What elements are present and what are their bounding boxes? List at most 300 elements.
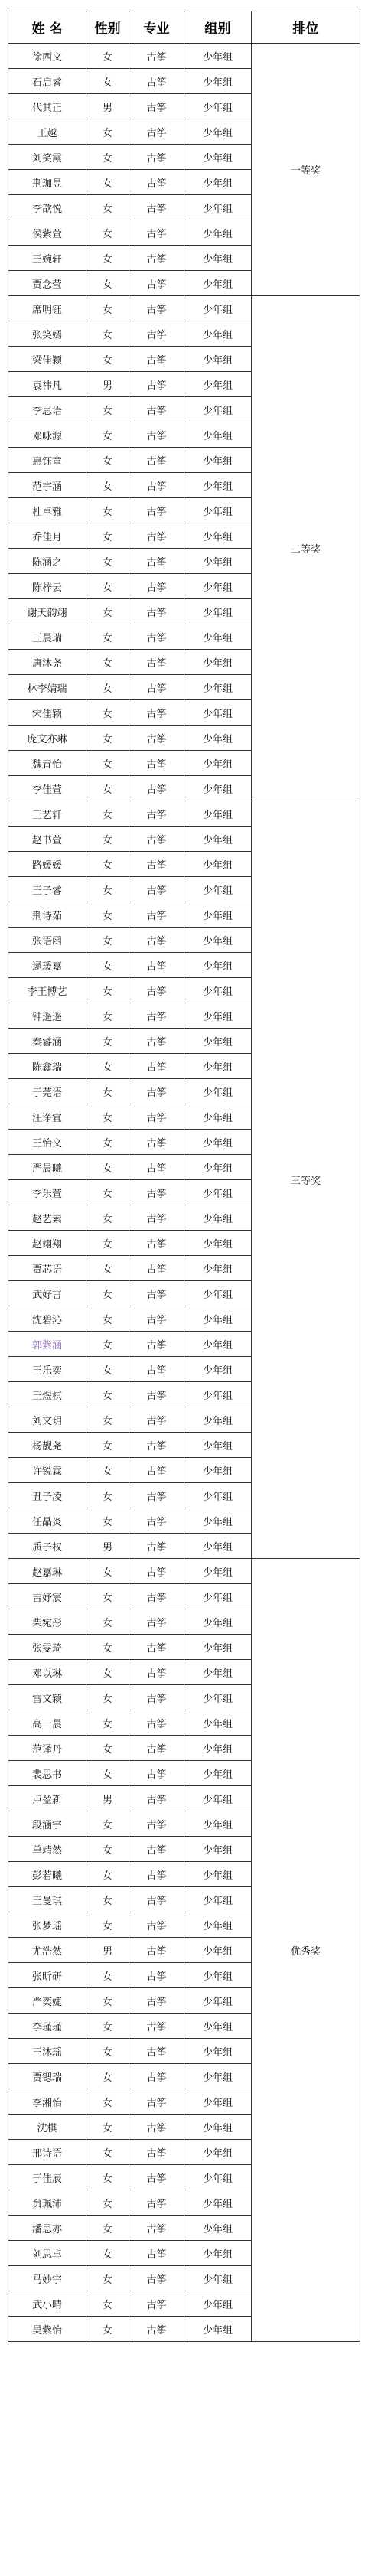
major-cell: 古筝	[129, 1988, 184, 2014]
major-cell: 古筝	[129, 1357, 184, 1382]
name-cell: 汪诤宜	[8, 1104, 86, 1130]
group-cell: 少年组	[184, 246, 252, 271]
major-cell: 古筝	[129, 1811, 184, 1837]
gender-cell: 女	[86, 195, 129, 220]
name-cell: 张雯琦	[8, 1635, 86, 1660]
major-cell: 古筝	[129, 1306, 184, 1332]
group-cell: 少年组	[184, 978, 252, 1003]
name-cell: 邓以琳	[8, 1660, 86, 1685]
gender-cell: 女	[86, 1660, 129, 1685]
gender-cell: 女	[86, 1130, 129, 1155]
group-cell: 少年组	[184, 953, 252, 978]
major-cell: 古筝	[129, 1433, 184, 1458]
name-cell: 吴紫怡	[8, 2317, 86, 2342]
name-cell: 荆诗茹	[8, 902, 86, 928]
group-cell: 少年组	[184, 1332, 252, 1357]
group-cell: 少年组	[184, 94, 252, 119]
name-cell: 张笑嫣	[8, 321, 86, 347]
group-cell: 少年组	[184, 296, 252, 321]
major-cell: 古筝	[129, 650, 184, 675]
group-cell: 少年组	[184, 1736, 252, 1761]
group-cell: 少年组	[184, 675, 252, 700]
gender-cell: 女	[86, 1912, 129, 1938]
gender-cell: 女	[86, 44, 129, 69]
major-cell: 古筝	[129, 1029, 184, 1054]
gender-cell: 女	[86, 2115, 129, 2140]
gender-cell: 女	[86, 1483, 129, 1508]
gender-cell: 女	[86, 1407, 129, 1433]
gender-cell: 女	[86, 1382, 129, 1407]
major-cell: 古筝	[129, 473, 184, 498]
group-cell: 少年组	[184, 2140, 252, 2165]
group-cell: 少年组	[184, 1231, 252, 1256]
gender-cell: 男	[86, 1534, 129, 1559]
major-cell: 古筝	[129, 145, 184, 170]
major-cell: 古筝	[129, 700, 184, 726]
gender-cell: 女	[86, 1862, 129, 1887]
rank-cell: 二等奖	[252, 296, 360, 801]
group-cell: 少年组	[184, 1660, 252, 1685]
gender-cell: 女	[86, 2266, 129, 2291]
name-cell: 贠珮沛	[8, 2190, 86, 2216]
name-cell: 王乐奕	[8, 1357, 86, 1382]
gender-cell: 女	[86, 2089, 129, 2115]
header-group: 组别	[184, 11, 252, 44]
major-cell: 古筝	[129, 246, 184, 271]
name-cell: 陈涵之	[8, 549, 86, 574]
gender-cell: 女	[86, 1104, 129, 1130]
name-cell: 惠钰童	[8, 448, 86, 473]
major-cell: 古筝	[129, 2266, 184, 2291]
name-cell: 李乐萱	[8, 1180, 86, 1205]
group-cell: 少年组	[184, 1534, 252, 1559]
major-cell: 古筝	[129, 1382, 184, 1407]
gender-cell: 女	[86, 1458, 129, 1483]
name-cell: 郭紫涵	[8, 1332, 86, 1357]
major-cell: 古筝	[129, 1786, 184, 1811]
gender-cell: 男	[86, 94, 129, 119]
name-cell: 贾锶瑞	[8, 2064, 86, 2089]
group-cell: 少年组	[184, 220, 252, 246]
name-cell: 严晨曦	[8, 1155, 86, 1180]
gender-cell: 女	[86, 296, 129, 321]
table-row	[8, 1559, 360, 1584]
major-cell: 古筝	[129, 852, 184, 877]
name-cell: 王子睿	[8, 877, 86, 902]
group-cell: 少年组	[184, 2014, 252, 2039]
name-cell: 武好言	[8, 1281, 86, 1306]
name-cell: 王婉轩	[8, 246, 86, 271]
major-cell: 古筝	[129, 1761, 184, 1786]
group-cell: 少年组	[184, 1584, 252, 1609]
group-cell: 少年组	[184, 1988, 252, 2014]
name-cell: 贾念莹	[8, 271, 86, 296]
major-cell: 古筝	[129, 928, 184, 953]
group-cell: 少年组	[184, 347, 252, 372]
gender-cell: 女	[86, 726, 129, 751]
gender-cell: 女	[86, 599, 129, 624]
name-cell: 林李婧瑞	[8, 675, 86, 700]
gender-cell: 女	[86, 2216, 129, 2241]
gender-cell: 女	[86, 1635, 129, 1660]
name-cell: 魏青怡	[8, 751, 86, 776]
major-cell: 古筝	[129, 1407, 184, 1433]
major-cell: 古筝	[129, 1609, 184, 1635]
major-cell: 古筝	[129, 827, 184, 852]
name-cell: 尤浩然	[8, 1938, 86, 1963]
name-cell: 李思语	[8, 397, 86, 422]
major-cell: 古筝	[129, 1635, 184, 1660]
group-cell: 少年组	[184, 2190, 252, 2216]
gender-cell: 女	[86, 1988, 129, 2014]
group-cell: 少年组	[184, 1054, 252, 1079]
name-cell: 张梦瑶	[8, 1912, 86, 1938]
major-cell: 古筝	[129, 119, 184, 145]
gender-cell: 女	[86, 2241, 129, 2266]
name-cell: 张昕研	[8, 1963, 86, 1988]
group-cell: 少年组	[184, 1433, 252, 1458]
gender-cell: 女	[86, 1811, 129, 1837]
group-cell: 少年组	[184, 2064, 252, 2089]
gender-cell: 女	[86, 1559, 129, 1584]
name-cell: 赵嘉琳	[8, 1559, 86, 1584]
major-cell: 古筝	[129, 1079, 184, 1104]
gender-cell: 女	[86, 1256, 129, 1281]
group-cell: 少年组	[184, 726, 252, 751]
group-cell: 少年组	[184, 1938, 252, 1963]
major-cell: 古筝	[129, 1534, 184, 1559]
major-cell: 古筝	[129, 2014, 184, 2039]
name-cell: 彭若曦	[8, 1862, 86, 1887]
group-cell: 少年组	[184, 448, 252, 473]
group-cell: 少年组	[184, 1029, 252, 1054]
name-cell: 赵翊翔	[8, 1231, 86, 1256]
group-cell: 少年组	[184, 1104, 252, 1130]
major-cell: 古筝	[129, 1963, 184, 1988]
name-cell: 吉妤宸	[8, 1584, 86, 1609]
group-cell: 少年组	[184, 2216, 252, 2241]
major-cell: 古筝	[129, 271, 184, 296]
major-cell: 古筝	[129, 2039, 184, 2064]
gender-cell: 女	[86, 801, 129, 827]
group-cell: 少年组	[184, 902, 252, 928]
name-cell: 贾芯语	[8, 1256, 86, 1281]
group-cell: 少年组	[184, 1306, 252, 1332]
gender-cell: 女	[86, 776, 129, 801]
name-cell: 邓咏源	[8, 422, 86, 448]
major-cell: 古筝	[129, 1155, 184, 1180]
name-cell: 沈碧沁	[8, 1306, 86, 1332]
group-cell: 少年组	[184, 2317, 252, 2342]
header-gender: 性别	[86, 11, 129, 44]
rank-cell: 优秀奖	[252, 1559, 360, 2342]
major-cell: 古筝	[129, 1483, 184, 1508]
group-cell: 少年组	[184, 1180, 252, 1205]
table-row	[8, 296, 360, 321]
gender-cell: 女	[86, 2039, 129, 2064]
group-cell: 少年组	[184, 549, 252, 574]
name-cell: 质子权	[8, 1534, 86, 1559]
group-cell: 少年组	[184, 1407, 252, 1433]
group-cell: 少年组	[184, 1685, 252, 1710]
major-cell: 古筝	[129, 1660, 184, 1685]
gender-cell: 女	[86, 624, 129, 650]
major-cell: 古筝	[129, 347, 184, 372]
name-cell: 许锐霖	[8, 1458, 86, 1483]
group-cell: 少年组	[184, 1761, 252, 1786]
name-cell: 于佳辰	[8, 2165, 86, 2190]
major-cell: 古筝	[129, 1205, 184, 1231]
group-cell: 少年组	[184, 1635, 252, 1660]
major-cell: 古筝	[129, 2317, 184, 2342]
group-cell: 少年组	[184, 1508, 252, 1534]
group-cell: 少年组	[184, 44, 252, 69]
name-cell: 裴思书	[8, 1761, 86, 1786]
group-cell: 少年组	[184, 1912, 252, 1938]
group-cell: 少年组	[184, 1079, 252, 1104]
name-cell: 范宇涵	[8, 473, 86, 498]
rank-cell: 三等奖	[252, 801, 360, 1559]
name-cell: 代其正	[8, 94, 86, 119]
group-cell: 少年组	[184, 1887, 252, 1912]
group-cell: 少年组	[184, 2266, 252, 2291]
name-cell: 王沐瑶	[8, 2039, 86, 2064]
major-cell: 古筝	[129, 195, 184, 220]
gender-cell: 女	[86, 1584, 129, 1609]
gender-cell: 女	[86, 2317, 129, 2342]
gender-cell: 女	[86, 473, 129, 498]
table-row	[8, 44, 360, 69]
name-cell: 刘思卓	[8, 2241, 86, 2266]
gender-cell: 女	[86, 170, 129, 195]
major-cell: 古筝	[129, 1685, 184, 1710]
name-cell: 宋佳颖	[8, 700, 86, 726]
major-cell: 古筝	[129, 1710, 184, 1736]
gender-cell: 女	[86, 1887, 129, 1912]
group-cell: 少年组	[184, 1786, 252, 1811]
name-cell: 钟遥遥	[8, 1003, 86, 1029]
gender-cell: 女	[86, 2190, 129, 2216]
gender-cell: 女	[86, 347, 129, 372]
gender-cell: 女	[86, 1837, 129, 1862]
major-cell: 古筝	[129, 2115, 184, 2140]
name-cell: 徐西文	[8, 44, 86, 69]
group-cell: 少年组	[184, 776, 252, 801]
group-cell: 少年组	[184, 1963, 252, 1988]
name-cell: 庞文亦琳	[8, 726, 86, 751]
gender-cell: 女	[86, 675, 129, 700]
major-cell: 古筝	[129, 801, 184, 827]
group-cell: 少年组	[184, 751, 252, 776]
name-cell: 卢盈新	[8, 1786, 86, 1811]
major-cell: 古筝	[129, 549, 184, 574]
gender-cell: 女	[86, 1357, 129, 1382]
major-cell: 古筝	[129, 1508, 184, 1534]
gender-cell: 女	[86, 1155, 129, 1180]
major-cell: 古筝	[129, 902, 184, 928]
gender-cell: 女	[86, 953, 129, 978]
group-cell: 少年组	[184, 2039, 252, 2064]
gender-cell: 女	[86, 1079, 129, 1104]
gender-cell: 女	[86, 1963, 129, 1988]
gender-cell: 女	[86, 1508, 129, 1534]
name-cell: 邢诗语	[8, 2140, 86, 2165]
group-cell: 少年组	[184, 650, 252, 675]
group-cell: 少年组	[184, 1458, 252, 1483]
major-cell: 古筝	[129, 1458, 184, 1483]
gender-cell: 女	[86, 2165, 129, 2190]
group-cell: 少年组	[184, 599, 252, 624]
name-cell: 丑子凌	[8, 1483, 86, 1508]
major-cell: 古筝	[129, 2089, 184, 2115]
major-cell: 古筝	[129, 751, 184, 776]
gender-cell: 女	[86, 1180, 129, 1205]
gender-cell: 女	[86, 246, 129, 271]
group-cell: 少年组	[184, 372, 252, 397]
major-cell: 古筝	[129, 2216, 184, 2241]
major-cell: 古筝	[129, 599, 184, 624]
major-cell: 古筝	[129, 448, 184, 473]
gender-cell: 女	[86, 2140, 129, 2165]
group-cell: 少年组	[184, 1130, 252, 1155]
name-cell: 赵书萱	[8, 827, 86, 852]
major-cell: 古筝	[129, 624, 184, 650]
gender-cell: 女	[86, 751, 129, 776]
gender-cell: 女	[86, 145, 129, 170]
gender-cell: 女	[86, 978, 129, 1003]
group-cell: 少年组	[184, 852, 252, 877]
name-cell: 谢天韵翊	[8, 599, 86, 624]
name-cell: 李瑾瑾	[8, 2014, 86, 2039]
major-cell: 古筝	[129, 498, 184, 523]
group-cell: 少年组	[184, 1205, 252, 1231]
name-cell: 秦睿涵	[8, 1029, 86, 1054]
major-cell: 古筝	[129, 776, 184, 801]
name-cell: 陈鑫瑞	[8, 1054, 86, 1079]
gender-cell: 女	[86, 1003, 129, 1029]
major-cell: 古筝	[129, 296, 184, 321]
group-cell: 少年组	[184, 473, 252, 498]
name-cell: 李佳萱	[8, 776, 86, 801]
gender-cell: 女	[86, 1761, 129, 1786]
name-cell: 赵艺素	[8, 1205, 86, 1231]
name-cell: 段涵宇	[8, 1811, 86, 1837]
major-cell: 古筝	[129, 397, 184, 422]
group-cell: 少年组	[184, 1281, 252, 1306]
gender-cell: 女	[86, 650, 129, 675]
name-cell: 唐沐尧	[8, 650, 86, 675]
gender-cell: 女	[86, 1433, 129, 1458]
major-cell: 古筝	[129, 1231, 184, 1256]
gender-cell: 女	[86, 1609, 129, 1635]
group-cell: 少年组	[184, 1609, 252, 1635]
group-cell: 少年组	[184, 574, 252, 599]
major-cell: 古筝	[129, 1104, 184, 1130]
group-cell: 少年组	[184, 1483, 252, 1508]
name-cell: 王艺轩	[8, 801, 86, 827]
group-cell: 少年组	[184, 2241, 252, 2266]
gender-cell: 女	[86, 574, 129, 599]
major-cell: 古筝	[129, 1736, 184, 1761]
name-cell: 逯瑗嘉	[8, 953, 86, 978]
header-name: 姓 名	[8, 11, 86, 44]
major-cell: 古筝	[129, 978, 184, 1003]
group-cell: 少年组	[184, 145, 252, 170]
major-cell: 古筝	[129, 1281, 184, 1306]
major-cell: 古筝	[129, 1256, 184, 1281]
gender-cell: 男	[86, 372, 129, 397]
major-cell: 古筝	[129, 953, 184, 978]
major-cell: 古筝	[129, 877, 184, 902]
gender-cell: 女	[86, 902, 129, 928]
major-cell: 古筝	[129, 2140, 184, 2165]
major-cell: 古筝	[129, 1938, 184, 1963]
gender-cell: 女	[86, 827, 129, 852]
gender-cell: 女	[86, 220, 129, 246]
group-cell: 少年组	[184, 2115, 252, 2140]
gender-cell: 女	[86, 448, 129, 473]
major-cell: 古筝	[129, 2190, 184, 2216]
header-major: 专业	[129, 11, 184, 44]
major-cell: 古筝	[129, 1559, 184, 1584]
group-cell: 少年组	[184, 928, 252, 953]
name-cell: 王怡文	[8, 1130, 86, 1155]
name-cell: 乔佳月	[8, 523, 86, 549]
major-cell: 古筝	[129, 170, 184, 195]
gender-cell: 女	[86, 1710, 129, 1736]
gender-cell: 女	[86, 549, 129, 574]
group-cell: 少年组	[184, 119, 252, 145]
gender-cell: 女	[86, 2291, 129, 2317]
name-cell: 马妙宇	[8, 2266, 86, 2291]
group-cell: 少年组	[184, 827, 252, 852]
name-cell: 范译丹	[8, 1736, 86, 1761]
name-cell: 陈梓云	[8, 574, 86, 599]
group-cell: 少年组	[184, 2291, 252, 2317]
header-row	[8, 11, 360, 44]
group-cell: 少年组	[184, 1256, 252, 1281]
gender-cell: 女	[86, 422, 129, 448]
major-cell: 古筝	[129, 1837, 184, 1862]
group-cell: 少年组	[184, 397, 252, 422]
group-cell: 少年组	[184, 1155, 252, 1180]
name-cell: 高一晨	[8, 1710, 86, 1736]
gender-cell: 女	[86, 877, 129, 902]
name-cell: 沈棋	[8, 2115, 86, 2140]
name-cell: 单靖然	[8, 1837, 86, 1862]
major-cell: 古筝	[129, 69, 184, 94]
name-cell: 张语函	[8, 928, 86, 953]
group-cell: 少年组	[184, 170, 252, 195]
gender-cell: 女	[86, 69, 129, 94]
major-cell: 古筝	[129, 523, 184, 549]
gender-cell: 女	[86, 2014, 129, 2039]
major-cell: 古筝	[129, 1054, 184, 1079]
gender-cell: 女	[86, 397, 129, 422]
group-cell: 少年组	[184, 1559, 252, 1584]
gender-cell: 女	[86, 523, 129, 549]
rank-cell: 一等奖	[252, 44, 360, 296]
name-cell: 武小晴	[8, 2291, 86, 2317]
major-cell: 古筝	[129, 1332, 184, 1357]
major-cell: 古筝	[129, 321, 184, 347]
group-cell: 少年组	[184, 498, 252, 523]
name-cell: 雷文颖	[8, 1685, 86, 1710]
major-cell: 古筝	[129, 1180, 184, 1205]
major-cell: 古筝	[129, 1584, 184, 1609]
gender-cell: 女	[86, 2064, 129, 2089]
group-cell: 少年组	[184, 2089, 252, 2115]
